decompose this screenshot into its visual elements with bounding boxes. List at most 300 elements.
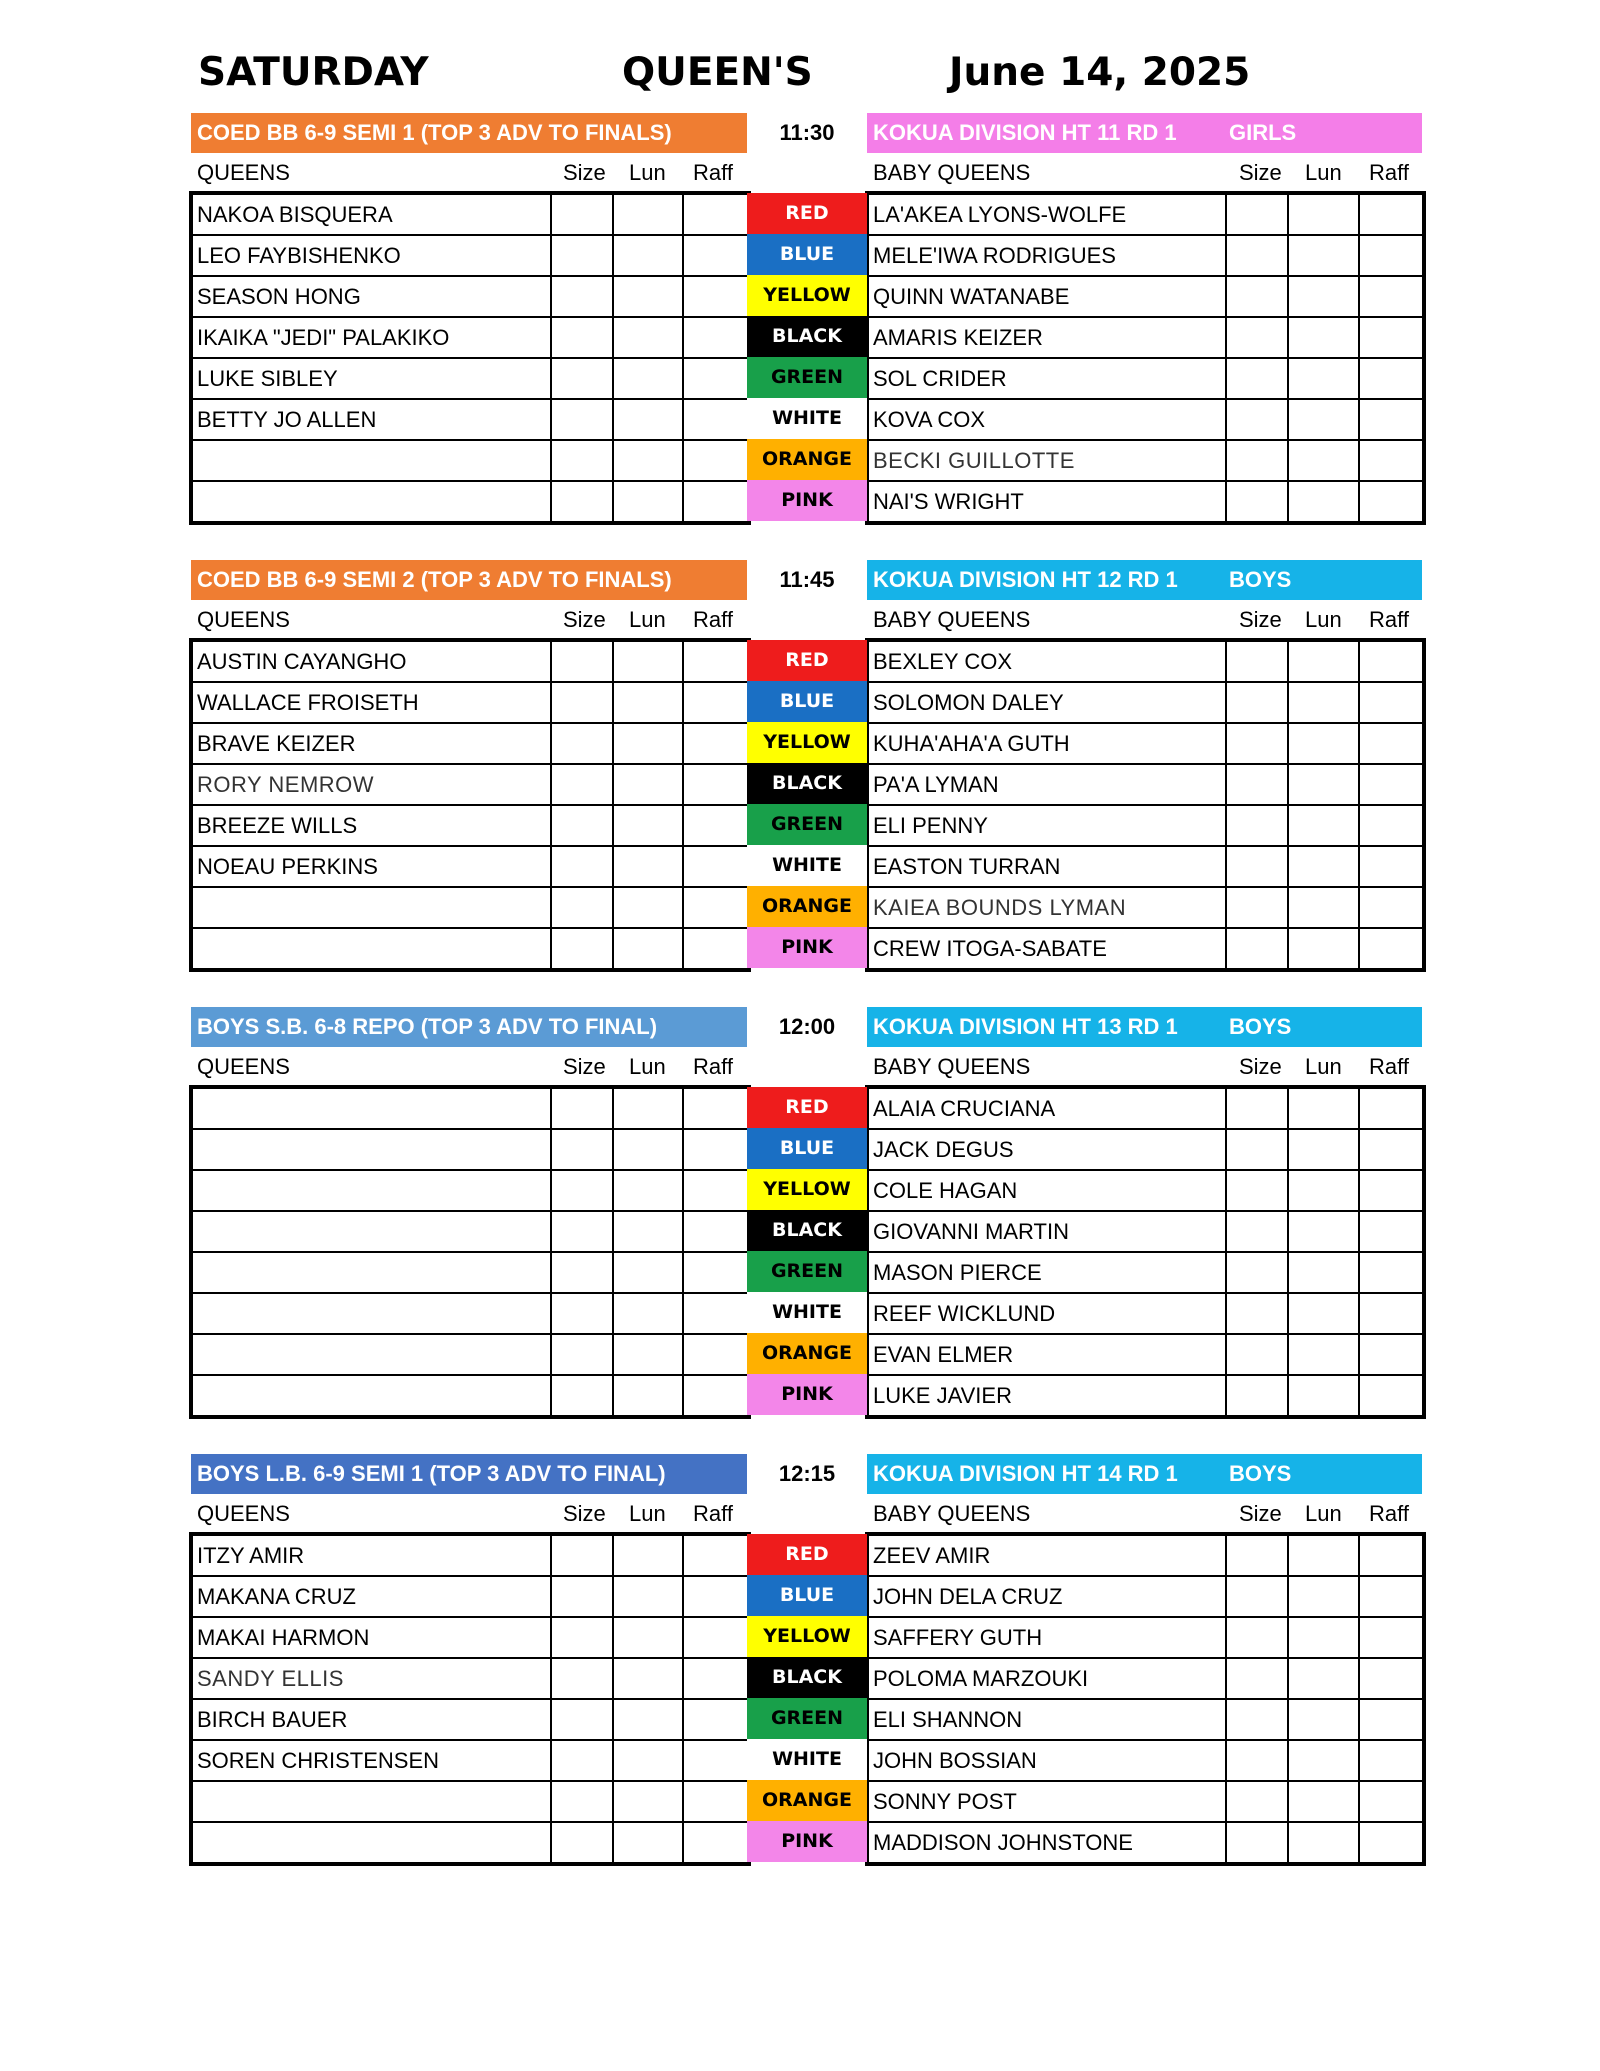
lun-cell[interactable] <box>613 358 683 399</box>
lun-cell[interactable] <box>613 764 683 805</box>
lun-cell[interactable] <box>1288 682 1359 723</box>
column-header-raff: Raff <box>1369 1501 1409 1526</box>
raff-cell[interactable] <box>683 235 748 276</box>
entrant-name-cell[interactable]: BRAVE KEIZER <box>192 723 551 764</box>
size-cell[interactable] <box>1226 1699 1288 1740</box>
lun-cell[interactable] <box>613 1252 683 1293</box>
column-header-lun: Lun <box>629 1054 666 1079</box>
raff-cell[interactable] <box>683 194 748 235</box>
column-header-raff: Raff <box>1369 160 1409 185</box>
raff-cell[interactable] <box>1359 1781 1423 1822</box>
lun-cell[interactable] <box>1288 1088 1359 1129</box>
entrant-name-cell[interactable]: SEASON HONG <box>192 276 551 317</box>
entrant-name-cell[interactable] <box>192 1170 551 1211</box>
size-cell[interactable] <box>551 1535 613 1576</box>
raff-cell[interactable] <box>1359 1088 1423 1129</box>
lun-cell[interactable] <box>613 1211 683 1252</box>
table-row <box>868 1822 1423 1863</box>
size-cell[interactable] <box>1226 317 1288 358</box>
entrant-name-cell[interactable] <box>192 481 551 522</box>
table-row <box>868 682 1423 723</box>
lun-cell[interactable] <box>613 1617 683 1658</box>
size-cell[interactable] <box>551 1293 613 1334</box>
raff-cell[interactable] <box>683 1375 748 1416</box>
lun-cell[interactable] <box>613 1088 683 1129</box>
table-row <box>192 1535 748 1576</box>
entrant-name-cell[interactable]: LEO FAYBISHENKO <box>192 235 551 276</box>
entrant-name-cell[interactable] <box>192 1129 551 1170</box>
lun-cell[interactable] <box>1288 887 1359 928</box>
raff-cell[interactable] <box>683 1576 748 1617</box>
size-cell[interactable] <box>1226 1211 1288 1252</box>
entrant-name-cell[interactable]: MASON PIERCE <box>868 1252 1226 1293</box>
column-header-name: BABY QUEENS <box>873 1501 1031 1526</box>
raff-cell[interactable] <box>1359 1129 1423 1170</box>
entrant-name-cell[interactable]: BEXLEY COX <box>868 641 1226 682</box>
size-cell[interactable] <box>1226 764 1288 805</box>
entrant-name-cell[interactable]: BIRCH BAUER <box>192 1699 551 1740</box>
entrant-name-cell[interactable]: WALLACE FROISETH <box>192 682 551 723</box>
lun-cell[interactable] <box>1288 723 1359 764</box>
size-cell[interactable] <box>1226 1740 1288 1781</box>
size-cell[interactable] <box>1226 1252 1288 1293</box>
entrant-name-cell[interactable]: SOREN CHRISTENSEN <box>192 1740 551 1781</box>
entrant-name-cell[interactable]: JACK DEGUS <box>868 1129 1226 1170</box>
entrant-name-cell[interactable]: ZEEV AMIR <box>868 1535 1226 1576</box>
entrant-name-cell[interactable] <box>192 887 551 928</box>
raff-cell[interactable] <box>1359 1375 1423 1416</box>
raff-cell[interactable] <box>1359 235 1423 276</box>
raff-cell[interactable] <box>683 317 748 358</box>
table-row <box>868 399 1423 440</box>
size-cell[interactable] <box>551 1252 613 1293</box>
raff-cell[interactable] <box>1359 846 1423 887</box>
lun-cell[interactable] <box>1288 805 1359 846</box>
lane-color-column <box>747 640 867 968</box>
lun-cell[interactable] <box>1288 276 1359 317</box>
entrant-name-cell[interactable]: PA'A LYMAN <box>868 764 1226 805</box>
right-heat-title-bar <box>867 1454 1422 1494</box>
raff-cell[interactable] <box>1359 1617 1423 1658</box>
size-cell[interactable] <box>1226 1375 1288 1416</box>
size-cell[interactable] <box>1226 846 1288 887</box>
entrant-name-cell[interactable]: KAIEA BOUNDS LYMAN <box>868 887 1226 928</box>
lun-cell[interactable] <box>613 399 683 440</box>
left-entry-grid <box>191 193 749 523</box>
raff-cell[interactable] <box>683 1781 748 1822</box>
raff-cell[interactable] <box>1359 1740 1423 1781</box>
column-header-name: BABY QUEENS <box>873 1054 1031 1079</box>
raff-cell[interactable] <box>683 276 748 317</box>
lun-cell[interactable] <box>1288 235 1359 276</box>
lun-cell[interactable] <box>613 1658 683 1699</box>
raff-cell[interactable] <box>683 641 748 682</box>
size-cell[interactable] <box>551 1170 613 1211</box>
raff-cell[interactable] <box>1359 887 1423 928</box>
entrant-name-cell[interactable]: EASTON TURRAN <box>868 846 1226 887</box>
table-row <box>192 723 748 764</box>
table-row <box>868 1334 1423 1375</box>
lun-cell[interactable] <box>1288 317 1359 358</box>
raff-cell[interactable] <box>683 928 748 969</box>
entrant-name-cell[interactable] <box>192 1781 551 1822</box>
size-cell[interactable] <box>551 1617 613 1658</box>
lun-cell[interactable] <box>613 682 683 723</box>
column-header-name: QUEENS <box>197 160 290 185</box>
lun-cell[interactable] <box>1288 764 1359 805</box>
entrant-name-cell[interactable]: SONNY POST <box>868 1781 1226 1822</box>
raff-cell[interactable] <box>1359 764 1423 805</box>
entrant-name-cell[interactable]: CREW ITOGA-SABATE <box>868 928 1226 969</box>
size-cell[interactable] <box>1226 440 1288 481</box>
entrant-name-cell[interactable]: NOEAU PERKINS <box>192 846 551 887</box>
size-cell[interactable] <box>1226 928 1288 969</box>
lun-cell[interactable] <box>613 1699 683 1740</box>
size-cell[interactable] <box>551 723 613 764</box>
size-cell[interactable] <box>1226 1170 1288 1211</box>
raff-cell[interactable] <box>1359 1699 1423 1740</box>
raff-cell[interactable] <box>683 1088 748 1129</box>
raff-cell[interactable] <box>1359 481 1423 522</box>
lun-cell[interactable] <box>1288 399 1359 440</box>
entrant-name-cell[interactable]: AUSTIN CAYANGHO <box>192 641 551 682</box>
column-header-lun: Lun <box>1305 1054 1342 1079</box>
lun-cell[interactable] <box>1288 440 1359 481</box>
lun-cell[interactable] <box>613 1576 683 1617</box>
raff-cell[interactable] <box>1359 1293 1423 1334</box>
size-cell[interactable] <box>1226 723 1288 764</box>
entrant-name-cell[interactable]: LUKE SIBLEY <box>192 358 551 399</box>
entrant-name-cell[interactable]: MAKAI HARMON <box>192 1617 551 1658</box>
size-cell[interactable] <box>551 1375 613 1416</box>
table-row <box>868 317 1423 358</box>
raff-cell[interactable] <box>683 440 748 481</box>
right-heat-title: KOKUA DIVISION HT 14 RD 1 <box>873 1461 1178 1486</box>
raff-cell[interactable] <box>1359 682 1423 723</box>
column-header-raff: Raff <box>693 1501 733 1526</box>
lane-color-yellow: YELLOW <box>747 1616 867 1657</box>
size-cell[interactable] <box>551 887 613 928</box>
entrant-name-cell[interactable]: SOL CRIDER <box>868 358 1226 399</box>
raff-cell[interactable] <box>683 481 748 522</box>
lun-cell[interactable] <box>1288 1658 1359 1699</box>
entrant-name-cell[interactable] <box>192 1334 551 1375</box>
raff-cell[interactable] <box>683 764 748 805</box>
lun-cell[interactable] <box>613 1740 683 1781</box>
entrant-name-cell[interactable] <box>192 440 551 481</box>
raff-cell[interactable] <box>683 1617 748 1658</box>
raff-cell[interactable] <box>683 399 748 440</box>
lun-cell[interactable] <box>613 1822 683 1863</box>
raff-cell[interactable] <box>1359 194 1423 235</box>
size-cell[interactable] <box>551 682 613 723</box>
column-header-name: BABY QUEENS <box>873 607 1031 632</box>
column-header-name: QUEENS <box>197 1501 290 1526</box>
entrant-name-cell[interactable]: ELI PENNY <box>868 805 1226 846</box>
entrant-name-cell[interactable]: JOHN DELA CRUZ <box>868 1576 1226 1617</box>
lun-cell[interactable] <box>613 194 683 235</box>
raff-cell[interactable] <box>683 1252 748 1293</box>
size-cell[interactable] <box>1226 1658 1288 1699</box>
entrant-name-cell[interactable] <box>192 928 551 969</box>
raff-cell[interactable] <box>1359 276 1423 317</box>
entrant-name-cell[interactable] <box>192 1088 551 1129</box>
entrant-name-cell[interactable]: NAKOA BISQUERA <box>192 194 551 235</box>
lun-cell[interactable] <box>1288 1129 1359 1170</box>
lun-cell[interactable] <box>1288 1740 1359 1781</box>
entrant-name-cell[interactable]: SANDY ELLIS <box>192 1658 551 1699</box>
lun-cell[interactable] <box>1288 1576 1359 1617</box>
size-cell[interactable] <box>1226 194 1288 235</box>
size-cell[interactable] <box>551 928 613 969</box>
lun-cell[interactable] <box>1288 846 1359 887</box>
table-row <box>868 1740 1423 1781</box>
lun-cell[interactable] <box>1288 1781 1359 1822</box>
raff-cell[interactable] <box>683 723 748 764</box>
entrant-name-cell[interactable]: COLE HAGAN <box>868 1170 1226 1211</box>
entrant-name-cell[interactable]: LUKE JAVIER <box>868 1375 1226 1416</box>
entrant-name-cell[interactable]: BETTY JO ALLEN <box>192 399 551 440</box>
raff-cell[interactable] <box>1359 928 1423 969</box>
raff-cell[interactable] <box>683 358 748 399</box>
entrant-name-cell[interactable]: ITZY AMIR <box>192 1535 551 1576</box>
entrant-name-cell[interactable] <box>192 1375 551 1416</box>
entrant-name-cell[interactable]: GIOVANNI MARTIN <box>868 1211 1226 1252</box>
raff-cell[interactable] <box>1359 805 1423 846</box>
lun-cell[interactable] <box>1288 1252 1359 1293</box>
lun-cell[interactable] <box>613 641 683 682</box>
entrant-name-cell[interactable]: BECKI GUILLOTTE <box>868 440 1226 481</box>
size-cell[interactable] <box>551 846 613 887</box>
entrant-name-cell[interactable]: MADDISON JOHNSTONE <box>868 1822 1226 1863</box>
size-cell[interactable] <box>1226 682 1288 723</box>
column-header-row <box>191 1047 747 1087</box>
lane-color-red: RED <box>747 1534 867 1575</box>
raff-cell[interactable] <box>1359 1576 1423 1617</box>
entrant-name-cell[interactable]: NAI'S WRIGHT <box>868 481 1226 522</box>
entrant-name-cell[interactable]: AMARIS KEIZER <box>868 317 1226 358</box>
entrant-name-cell[interactable]: SOLOMON DALEY <box>868 682 1226 723</box>
lun-cell[interactable] <box>613 235 683 276</box>
raff-cell[interactable] <box>683 1699 748 1740</box>
lun-cell[interactable] <box>613 846 683 887</box>
lun-cell[interactable] <box>613 276 683 317</box>
lun-cell[interactable] <box>1288 1699 1359 1740</box>
entrant-name-cell[interactable]: SAFFERY GUTH <box>868 1617 1226 1658</box>
lun-cell[interactable] <box>1288 358 1359 399</box>
lun-cell[interactable] <box>1288 641 1359 682</box>
size-cell[interactable] <box>551 317 613 358</box>
table-row <box>192 764 748 805</box>
lun-cell[interactable] <box>613 440 683 481</box>
size-cell[interactable] <box>1226 1781 1288 1822</box>
lun-cell[interactable] <box>1288 1293 1359 1334</box>
lun-cell[interactable] <box>1288 928 1359 969</box>
raff-cell[interactable] <box>1359 358 1423 399</box>
size-cell[interactable] <box>551 399 613 440</box>
raff-cell[interactable] <box>1359 399 1423 440</box>
raff-cell[interactable] <box>683 887 748 928</box>
lane-color-pink: PINK <box>747 927 867 968</box>
raff-cell[interactable] <box>683 1740 748 1781</box>
size-cell[interactable] <box>551 1658 613 1699</box>
size-cell[interactable] <box>1226 1576 1288 1617</box>
column-header-size: Size <box>563 160 606 185</box>
raff-cell[interactable] <box>683 846 748 887</box>
lun-cell[interactable] <box>613 805 683 846</box>
lane-color-green: GREEN <box>747 1251 867 1292</box>
size-cell[interactable] <box>551 440 613 481</box>
table-row <box>868 1211 1423 1252</box>
raff-cell[interactable] <box>1359 1658 1423 1699</box>
lun-cell[interactable] <box>1288 1334 1359 1375</box>
lun-cell[interactable] <box>613 1293 683 1334</box>
column-header-size: Size <box>563 1501 606 1526</box>
size-cell[interactable] <box>551 1781 613 1822</box>
right-heat-title: KOKUA DIVISION HT 11 RD 1 <box>873 120 1177 145</box>
size-cell[interactable] <box>1226 481 1288 522</box>
entrant-name-cell[interactable]: REEF WICKLUND <box>868 1293 1226 1334</box>
lane-color-blue: BLUE <box>747 1575 867 1616</box>
size-cell[interactable] <box>551 276 613 317</box>
lun-cell[interactable] <box>1288 1535 1359 1576</box>
entrant-name-cell[interactable] <box>192 1211 551 1252</box>
raff-cell[interactable] <box>683 1129 748 1170</box>
size-cell[interactable] <box>1226 1822 1288 1863</box>
lun-cell[interactable] <box>613 1535 683 1576</box>
raff-cell[interactable] <box>683 1535 748 1576</box>
table-row <box>868 846 1423 887</box>
lun-cell[interactable] <box>1288 1211 1359 1252</box>
raff-cell[interactable] <box>1359 440 1423 481</box>
size-cell[interactable] <box>1226 1535 1288 1576</box>
entrant-name-cell[interactable]: KUHA'AHA'A GUTH <box>868 723 1226 764</box>
size-cell[interactable] <box>1226 399 1288 440</box>
size-cell[interactable] <box>551 1334 613 1375</box>
raff-cell[interactable] <box>1359 723 1423 764</box>
size-cell[interactable] <box>551 481 613 522</box>
size-cell[interactable] <box>551 1088 613 1129</box>
raff-cell[interactable] <box>683 1334 748 1375</box>
raff-cell[interactable] <box>1359 1334 1423 1375</box>
size-cell[interactable] <box>1226 276 1288 317</box>
lun-cell[interactable] <box>613 723 683 764</box>
entrant-name-cell[interactable]: LA'AKEA LYONS-WOLFE <box>868 194 1226 235</box>
size-cell[interactable] <box>1226 1293 1288 1334</box>
lun-cell[interactable] <box>613 1375 683 1416</box>
size-cell[interactable] <box>551 358 613 399</box>
lun-cell[interactable] <box>613 1170 683 1211</box>
entrant-name-cell[interactable] <box>192 1822 551 1863</box>
entrant-name-cell[interactable]: IKAIKA "JEDI" PALAKIKO <box>192 317 551 358</box>
entrant-name-cell[interactable]: POLOMA MARZOUKI <box>868 1658 1226 1699</box>
raff-cell[interactable] <box>683 805 748 846</box>
entrant-name-cell[interactable]: QUINN WATANABE <box>868 276 1226 317</box>
size-cell[interactable] <box>551 1576 613 1617</box>
size-cell[interactable] <box>551 235 613 276</box>
raff-cell[interactable] <box>683 1822 748 1863</box>
raff-cell[interactable] <box>1359 317 1423 358</box>
raff-cell[interactable] <box>683 1658 748 1699</box>
raff-cell[interactable] <box>1359 1822 1423 1863</box>
column-header-lun: Lun <box>629 1501 666 1526</box>
entrant-name-cell[interactable]: RORY NEMROW <box>192 764 551 805</box>
lun-cell[interactable] <box>613 1334 683 1375</box>
size-cell[interactable] <box>1226 1129 1288 1170</box>
lun-cell[interactable] <box>1288 1375 1359 1416</box>
column-header-lun: Lun <box>1305 160 1342 185</box>
lun-cell[interactable] <box>1288 1170 1359 1211</box>
raff-cell[interactable] <box>683 1293 748 1334</box>
size-cell[interactable] <box>551 1740 613 1781</box>
entrant-name-cell[interactable]: ELI SHANNON <box>868 1699 1226 1740</box>
lun-cell[interactable] <box>1288 1617 1359 1658</box>
size-cell[interactable] <box>1226 358 1288 399</box>
raff-cell[interactable] <box>1359 1252 1423 1293</box>
size-cell[interactable] <box>551 1822 613 1863</box>
table-row <box>192 317 748 358</box>
size-cell[interactable] <box>551 1699 613 1740</box>
size-cell[interactable] <box>551 764 613 805</box>
raff-cell[interactable] <box>1359 1170 1423 1211</box>
table-row <box>192 276 748 317</box>
size-cell[interactable] <box>551 1129 613 1170</box>
size-cell[interactable] <box>1226 1617 1288 1658</box>
raff-cell[interactable] <box>683 682 748 723</box>
size-cell[interactable] <box>1226 887 1288 928</box>
size-cell[interactable] <box>551 1211 613 1252</box>
raff-cell[interactable] <box>1359 1211 1423 1252</box>
lun-cell[interactable] <box>613 481 683 522</box>
lun-cell[interactable] <box>613 928 683 969</box>
entrant-name-cell[interactable] <box>192 1252 551 1293</box>
column-header-row <box>191 600 747 640</box>
entrant-name-cell[interactable]: JOHN BOSSIAN <box>868 1740 1226 1781</box>
size-cell[interactable] <box>551 805 613 846</box>
lun-cell[interactable] <box>613 1129 683 1170</box>
right-heat-title-bar <box>867 1007 1422 1047</box>
size-cell[interactable] <box>1226 235 1288 276</box>
right-entry-grid <box>867 640 1424 970</box>
entrant-name-cell[interactable]: ALAIA CRUCIANA <box>868 1088 1226 1129</box>
lun-cell[interactable] <box>613 1781 683 1822</box>
size-cell[interactable] <box>1226 1334 1288 1375</box>
raff-cell[interactable] <box>683 1211 748 1252</box>
size-cell[interactable] <box>1226 805 1288 846</box>
size-cell[interactable] <box>1226 641 1288 682</box>
size-cell[interactable] <box>1226 1088 1288 1129</box>
heat-time: 11:30 <box>779 120 835 145</box>
lun-cell[interactable] <box>613 887 683 928</box>
entrant-name-cell[interactable] <box>192 1293 551 1334</box>
lun-cell[interactable] <box>1288 194 1359 235</box>
lun-cell[interactable] <box>1288 1822 1359 1863</box>
size-cell[interactable] <box>551 194 613 235</box>
lun-cell[interactable] <box>613 317 683 358</box>
raff-cell[interactable] <box>683 1170 748 1211</box>
raff-cell[interactable] <box>1359 1535 1423 1576</box>
raff-cell[interactable] <box>1359 641 1423 682</box>
lun-cell[interactable] <box>1288 481 1359 522</box>
entrant-name-cell[interactable]: EVAN ELMER <box>868 1334 1226 1375</box>
table-row <box>192 1781 748 1822</box>
entrant-name-cell[interactable]: MAKANA CRUZ <box>192 1576 551 1617</box>
entrant-name-cell[interactable]: MELE'IWA RODRIGUES <box>868 235 1226 276</box>
entrant-name-cell[interactable]: BREEZE WILLS <box>192 805 551 846</box>
size-cell[interactable] <box>551 641 613 682</box>
table-row <box>192 235 748 276</box>
entrant-name-cell[interactable]: KOVA COX <box>868 399 1226 440</box>
